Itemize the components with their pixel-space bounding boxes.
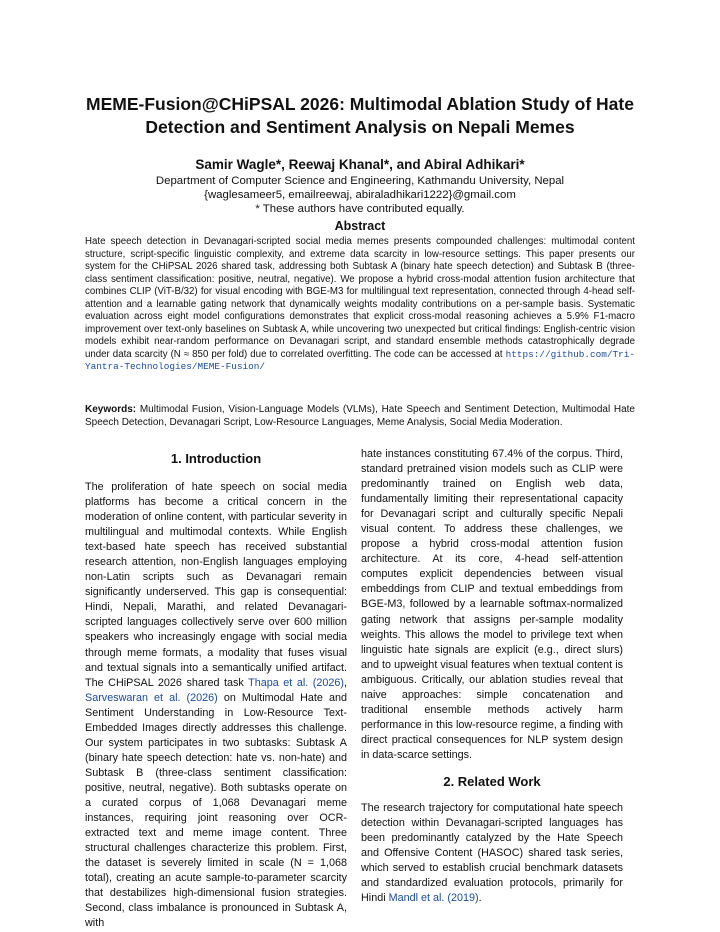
section-heading-related-work: 2. Related Work (443, 774, 541, 789)
intro-continuation: hate instances constituting 67.4% of the corpus. Third, standard pretrained vision models such as CLIP were predominantly trained on English web data, fundamentally limiting their representational capacity for Devanagari script and culturally specific Nepali visual content. To address these challenges, we propose a hybrid cross-modal attention fusion architecture. At its core, 4-head self-attention computes explicit dependencies between visual embeddings from CLIP and textual embeddings from BGE-M3, followed by a learnable softmax-normalized gating network that assigns per-sample modality weights. This allows the model to privilege text when linguistic hate signals are explicit (e.g., direct slurs) and to upweight visual features when textual content is ambiguous. Critically, our ablation studies reveal that naive approaches: simple concatenation and traditional ensemble methods actively harm performance in this low-resource regime, a finding with direct practical consequences for NLP system design in data-scarce settings. (361, 448, 623, 761)
citation-separator: , (344, 676, 347, 689)
intro-paragraph (85, 480, 347, 931)
author-list: Samir Wagle*, Reewaj Khanal*, and Abiral Adhikari* (195, 157, 525, 172)
section-heading-introduction: 1. Introduction (170, 451, 262, 466)
citation-thapa[interactable]: Thapa et al. (2026) (248, 676, 344, 689)
related-work-paragraph (361, 801, 623, 906)
title-line-2: Detection and Sentiment Analysis on Nepali Memes (145, 117, 575, 137)
citation-sarveswaran[interactable]: Sarveswaran et al. (2026) (85, 691, 218, 704)
left-column (85, 480, 347, 931)
author-emails: {waglesameer5, emailreewaj, abiraladhikari1222}@gmail.com (204, 189, 516, 201)
affiliation: Department of Computer Science and Engineering, Kathmandu University, Nepal (155, 175, 565, 187)
related-work-column (361, 801, 623, 906)
keywords-text: Multimodal Fusion, Vision-Language Models (VLMs), Hate Speech and Sentiment Detection, Multimodal Hate Speech Detection, Devanagari Script, Low-Resource Languages, Meme Analysis, Social Media Moderation. (85, 404, 635, 428)
related-end: . (478, 892, 482, 905)
keywords-label: Keywords: (85, 404, 137, 415)
keywords-block (85, 404, 635, 429)
abstract-heading: Abstract (334, 219, 386, 233)
abstract-body (85, 236, 635, 374)
title-line-1: MEME-Fusion@CHiPSAL 2026: Multimodal Ablation Study of Hate (86, 94, 634, 114)
code-link[interactable]: https://github.com/Tri-Yantra-Technologies/MEME-Fusion/ (85, 348, 635, 372)
paper-title (60, 93, 660, 139)
intro-text-a: The proliferation of hate speech on social media platforms has become a critical concern in the moderation of online content, with particular severity in multilingual and multimodal contexts. While English text-based hate speech has received substantial research attention, non-English languages employing non-Latin scripts such as Devanagari remain significantly underserved. This gap is consequential: Hindi, Nepali, Marathi, and related Devanagari-scripted languages collectively serve over 600 million speakers who increasingly engage with social media through meme formats, a modality that fuses visual and textual signals into a semantically unified artifact. The CHiPSAL 2026 shared task (85, 481, 347, 689)
abstract-text: Hate speech detection in Devanagari-scripted social media memes presents compounded challenges: multimodal content structure, script-specific linguistic complexity, and extreme data scarcity in low-resource settings. This paper presents our system for the CHiPSAL 2026 shared task, addressing both Subtask A (binary hate speech detection) and Subtask B (three-class sentiment classification: positive, neutral, negative). We propose a hybrid cross-modal attention fusion architecture that combines CLIP (ViT-B/32) for visual encoding with BGE-M3 for multilingual text representation, connected through 4-head self-attention and a learnable gating network that dynamically weights modality contributions on a per-sample basis. Systematic evaluation across eight model configurations demonstrates that explicit cross-modal reasoning achieves a 5.9% F1-macro improvement over text-only baselines on Subtask A, while uncovering two unexpected but critical findings: English-centric vision models exhibit near-random performance on Devanagari script, and standard ensemble methods catastrophically degrade under data scarcity (N ≈ 850 per fold) due to correlated overfitting. The code can be accessed at (85, 236, 635, 360)
related-text: The research trajectory for computational hate speech detection within Devanagari-scripted languages has been predominantly catalyzed by the Hate Speech and Offensive Content (HASOC) shared task series, which served to establish crucial benchmark datasets and standardized evaluation protocols, primarily for Hindi (361, 802, 623, 905)
intro-text-b: on Multimodal Hate and Sentiment Understanding in Low-Resource Text-Embedded Images directly addresses this challenge. Our system participates in two subtasks: Subtask A (binary hate speech detection: hate vs. non-hate) and Subtask B (three-class sentiment classification: positive, neutral, negative). Both subtasks operate on a curated corpus of 1,068 Devanagari meme instances, requiring joint reasoning over OCR-extracted text and meme image content. Three structural challenges characterize this problem. First, the dataset is severely limited in scale (N = 1,068 total), creating an acute sample-to-parameter scarcity that destabilizes high-dimensional fusion strategies. Second, class imbalance is pronounced in Subtask A, with (85, 691, 347, 930)
citation-mandl[interactable]: Mandl et al. (2019) (388, 892, 479, 905)
right-column (361, 447, 623, 763)
equal-contribution-note: * These authors have contributed equally. (255, 203, 465, 215)
